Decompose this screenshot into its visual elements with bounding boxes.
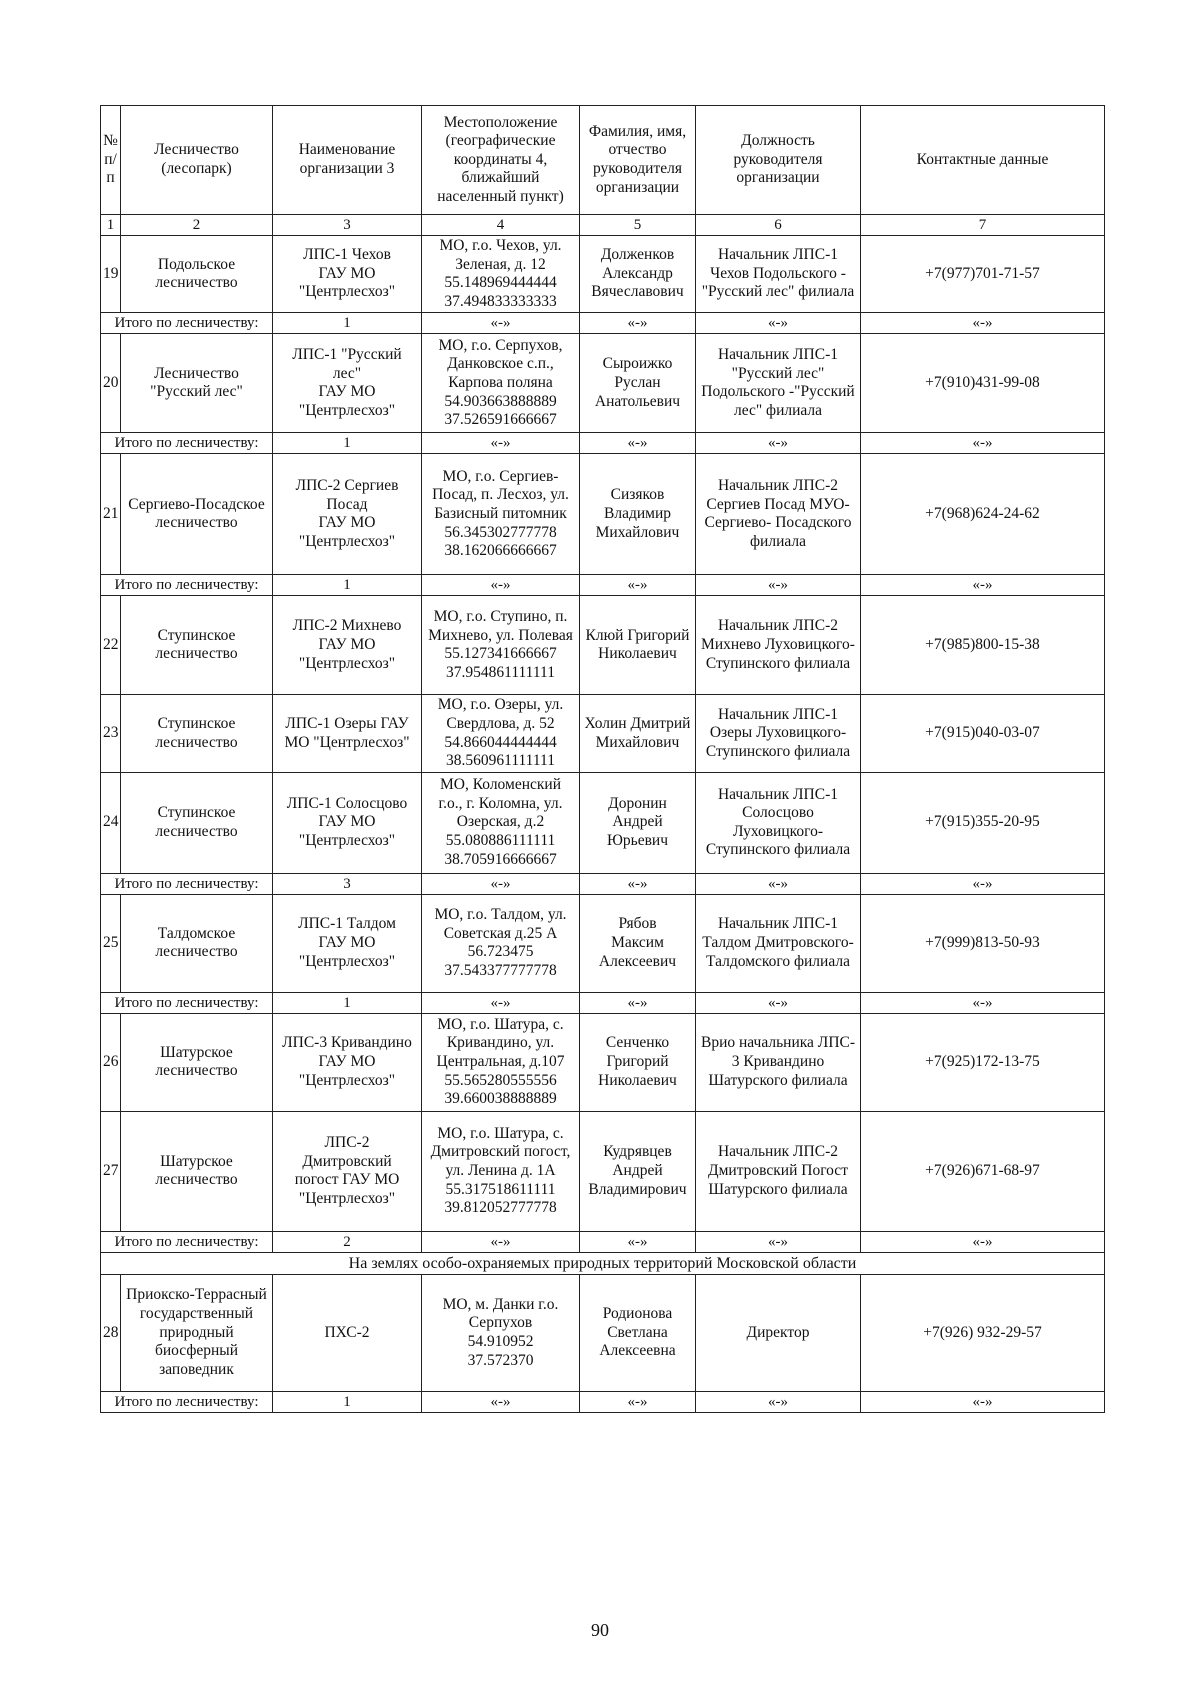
row-number: 23: [101, 695, 121, 772]
table-body: [101, 236, 1105, 1413]
head-name: Клюй Григорий Николаевич: [580, 596, 696, 695]
organization-name: ЛПС-1 Солосцово ГАУ МО "Центрлесхоз": [273, 772, 422, 873]
forestry-name: Шатурское лесничество: [121, 1013, 273, 1111]
section-row: [101, 1252, 1105, 1274]
total-dash: «-»: [861, 1231, 1105, 1252]
total-label: Итого по лесничеству:: [101, 992, 273, 1013]
section-title: На землях особо-охраняемых природных территорий Московской области: [101, 1252, 1105, 1274]
total-dash: «-»: [861, 433, 1105, 454]
head-position: Начальник ЛПС-1 Солосцово Луховицкого- Ступинского филиала: [696, 772, 861, 873]
head-name: Родионова Светлана Алексеевна: [580, 1274, 696, 1391]
row-number: 24: [101, 772, 121, 873]
head-position: Начальник ЛПС-1 "Русский лес" Подольского -"Русский лес" филиала: [696, 334, 861, 433]
total-dash: «-»: [422, 873, 580, 894]
row-number: 21: [101, 454, 121, 575]
total-count: 1: [273, 313, 422, 334]
location: МО, г.о. Серпухов, Данковское с.п., Карпова поляна 54.903663888889 37.526591666667: [422, 334, 580, 433]
total-label: Итого по лесничеству:: [101, 313, 273, 334]
total-dash: «-»: [861, 992, 1105, 1013]
location: МО, г.о. Ступино, п. Михнево, ул. Полевая 55.127341666667 37.954861111111: [422, 596, 580, 695]
contact-phone: +7(999)813-50-93: [861, 894, 1105, 992]
organization-name: ЛПС-1 Озеры ГАУ МО "Центрлесхоз": [273, 695, 422, 772]
total-dash: «-»: [861, 873, 1105, 894]
row-number: 27: [101, 1111, 121, 1231]
total-row: [101, 992, 1105, 1013]
location: МО, Коломенский г.о., г. Коломна, ул. Озерская, д.2 55.080886111111 38.705916666667: [422, 772, 580, 873]
organization-name: ЛПС-1 Чехов ГАУ МО "Центрлесхоз": [273, 236, 422, 313]
location: МО, м. Данки г.о. Серпухов 54.910952 37.572370: [422, 1274, 580, 1391]
location: МО, г.о. Талдом, ул. Советская д.25 А 56.723475 37.543377777778: [422, 894, 580, 992]
location: МО, г.о. Озеры, ул. Свердлова, д. 52 54.866044444444 38.560961111111: [422, 695, 580, 772]
head-name: Сенченко Григорий Николаевич: [580, 1013, 696, 1111]
col-number: 2: [121, 215, 273, 236]
forestry-name: Ступинское лесничество: [121, 772, 273, 873]
head-name: Доронин Андрей Юрьевич: [580, 772, 696, 873]
total-dash: «-»: [696, 1391, 861, 1412]
total-dash: «-»: [422, 992, 580, 1013]
row-number: 22: [101, 596, 121, 695]
forestry-name: Сергиево-Посадское лесничество: [121, 454, 273, 575]
forestry-name: Лесничество "Русский лес": [121, 334, 273, 433]
contact-phone: +7(926) 932-29-57: [861, 1274, 1105, 1391]
total-dash: «-»: [861, 313, 1105, 334]
head-name: Кудрявцев Андрей Владимирович: [580, 1111, 696, 1231]
header-contacts: Контактные данные: [861, 106, 1105, 215]
total-dash: «-»: [696, 313, 861, 334]
head-name: Холин Дмитрий Михайлович: [580, 695, 696, 772]
col-number: 6: [696, 215, 861, 236]
total-count: 1: [273, 433, 422, 454]
table-row: [101, 596, 1105, 695]
organization-name: ЛПС-2 Сергиев Посад ГАУ МО "Центрлесхоз": [273, 454, 422, 575]
head-position: Начальник ЛПС-1 Озеры Луховицкого- Ступинского филиала: [696, 695, 861, 772]
page-number: 90: [591, 1620, 609, 1640]
forestry-table: [100, 105, 1105, 1413]
row-number: 19: [101, 236, 121, 313]
total-dash: «-»: [696, 873, 861, 894]
total-label: Итого по лесничеству:: [101, 1391, 273, 1412]
total-dash: «-»: [422, 313, 580, 334]
organization-name: ЛПС-2 Дмитровский погост ГАУ МО "Центрлесхоз": [273, 1111, 422, 1231]
location: МО, г.о. Сергиев- Посад, п. Лесхоз, ул. Базисный питомник 56.345302777778 38.162066666667: [422, 454, 580, 575]
total-dash: «-»: [696, 1231, 861, 1252]
location: МО, г.о. Шатура, с. Дмитровский погост, ул. Ленина д. 1А 55.317518611111 39.812052777778: [422, 1111, 580, 1231]
head-position: Начальник ЛПС-1 Талдом Дмитровского- Талдомского филиала: [696, 894, 861, 992]
location: МО, г.о. Чехов, ул. Зеленая, д. 12 55.148969444444 37.494833333333: [422, 236, 580, 313]
total-dash: «-»: [580, 1231, 696, 1252]
table-row: [101, 772, 1105, 873]
total-dash: «-»: [422, 1231, 580, 1252]
table-row: [101, 1013, 1105, 1111]
organization-name: ЛПС-1 Талдом ГАУ МО "Центрлесхоз": [273, 894, 422, 992]
total-count: 2: [273, 1231, 422, 1252]
contact-phone: +7(968)624-24-62: [861, 454, 1105, 575]
head-position: Начальник ЛПС-1 Чехов Подольского - "Русский лес" филиала: [696, 236, 861, 313]
total-dash: «-»: [422, 575, 580, 596]
contact-phone: +7(985)800-15-38: [861, 596, 1105, 695]
organization-name: ПХС-2: [273, 1274, 422, 1391]
contact-phone: +7(926)671-68-97: [861, 1111, 1105, 1231]
total-label: Итого по лесничеству:: [101, 575, 273, 596]
total-dash: «-»: [422, 433, 580, 454]
total-count: 1: [273, 992, 422, 1013]
row-number: 25: [101, 894, 121, 992]
contact-phone: +7(915)355-20-95: [861, 772, 1105, 873]
head-position: Начальник ЛПС-2 Михнево Луховицкого- Ступинского филиала: [696, 596, 861, 695]
total-count: 3: [273, 873, 422, 894]
head-name: Рябов Максим Алексеевич: [580, 894, 696, 992]
head-name: Сизяков Владимир Михайлович: [580, 454, 696, 575]
head-position: Начальник ЛПС-2 Сергиев Посад МУО- Сергиево- Посадского филиала: [696, 454, 861, 575]
col-number: 5: [580, 215, 696, 236]
header-num: № п/п: [101, 106, 121, 215]
forestry-name: Ступинское лесничество: [121, 695, 273, 772]
table-row: [101, 894, 1105, 992]
organization-name: ЛПС-3 Кривандино ГАУ МО "Центрлесхоз": [273, 1013, 422, 1111]
forestry-name: Подольское лесничество: [121, 236, 273, 313]
header-location: Местоположение (географические координаты 4, ближайший населенный пункт): [422, 106, 580, 215]
header-row: [101, 106, 1105, 215]
head-name: Долженков Александр Вячеславович: [580, 236, 696, 313]
header-organization: Наименование организации 3: [273, 106, 422, 215]
total-count: 1: [273, 575, 422, 596]
contact-phone: +7(915)040-03-07: [861, 695, 1105, 772]
location: МО, г.о. Шатура, с. Кривандино, ул. Центральная, д.107 55.565280555556 39.660038888889: [422, 1013, 580, 1111]
column-number-row: [101, 215, 1105, 236]
table-row: [101, 334, 1105, 433]
col-number: 4: [422, 215, 580, 236]
total-dash: «-»: [580, 1391, 696, 1412]
total-dash: «-»: [580, 992, 696, 1013]
table-row: [101, 695, 1105, 772]
total-dash: «-»: [580, 433, 696, 454]
total-dash: «-»: [861, 1391, 1105, 1412]
total-dash: «-»: [861, 575, 1105, 596]
forestry-name: Ступинское лесничество: [121, 596, 273, 695]
row-number: 26: [101, 1013, 121, 1111]
total-dash: «-»: [422, 1391, 580, 1412]
organization-name: ЛПС-1 "Русский лес" ГАУ МО "Центрлесхоз": [273, 334, 422, 433]
total-row: [101, 1391, 1105, 1412]
total-dash: «-»: [580, 313, 696, 334]
contact-phone: +7(977)701-71-57: [861, 236, 1105, 313]
total-dash: «-»: [696, 433, 861, 454]
organization-name: ЛПС-2 Михнево ГАУ МО "Центрлесхоз": [273, 596, 422, 695]
head-position: Врио начальника ЛПС- 3 Кривандино Шатурского филиала: [696, 1013, 861, 1111]
contact-phone: +7(925)172-13-75: [861, 1013, 1105, 1111]
total-row: [101, 873, 1105, 894]
head-position: Директор: [696, 1274, 861, 1391]
header-head-name: Фамилия, имя, отчество руководителя организации: [580, 106, 696, 215]
col-number: 3: [273, 215, 422, 236]
total-row: [101, 433, 1105, 454]
header-position: Должность руководителя организации: [696, 106, 861, 215]
col-number: 1: [101, 215, 121, 236]
total-dash: «-»: [580, 873, 696, 894]
head-position: Начальник ЛПС-2 Дмитровский Погост Шатурского филиала: [696, 1111, 861, 1231]
forestry-name: Шатурское лесничество: [121, 1111, 273, 1231]
total-dash: «-»: [580, 575, 696, 596]
total-row: [101, 1231, 1105, 1252]
table-row: [101, 1274, 1105, 1391]
col-number: 7: [861, 215, 1105, 236]
forestry-name: Талдомское лесничество: [121, 894, 273, 992]
total-row: [101, 313, 1105, 334]
total-row: [101, 575, 1105, 596]
head-name: Сыроижко Руслан Анатольевич: [580, 334, 696, 433]
total-dash: «-»: [696, 992, 861, 1013]
table-row: [101, 236, 1105, 313]
forestry-name: Приокско-Террасный государственный природный биосферный заповедник: [121, 1274, 273, 1391]
header-forestry: Лесничество (лесопарк): [121, 106, 273, 215]
total-label: Итого по лесничеству:: [101, 873, 273, 894]
row-number: 20: [101, 334, 121, 433]
row-number: 28: [101, 1274, 121, 1391]
total-label: Итого по лесничеству:: [101, 433, 273, 454]
contact-phone: +7(910)431-99-08: [861, 334, 1105, 433]
total-count: 1: [273, 1391, 422, 1412]
table-row: [101, 454, 1105, 575]
table-row: [101, 1111, 1105, 1231]
total-label: Итого по лесничеству:: [101, 1231, 273, 1252]
total-dash: «-»: [696, 575, 861, 596]
